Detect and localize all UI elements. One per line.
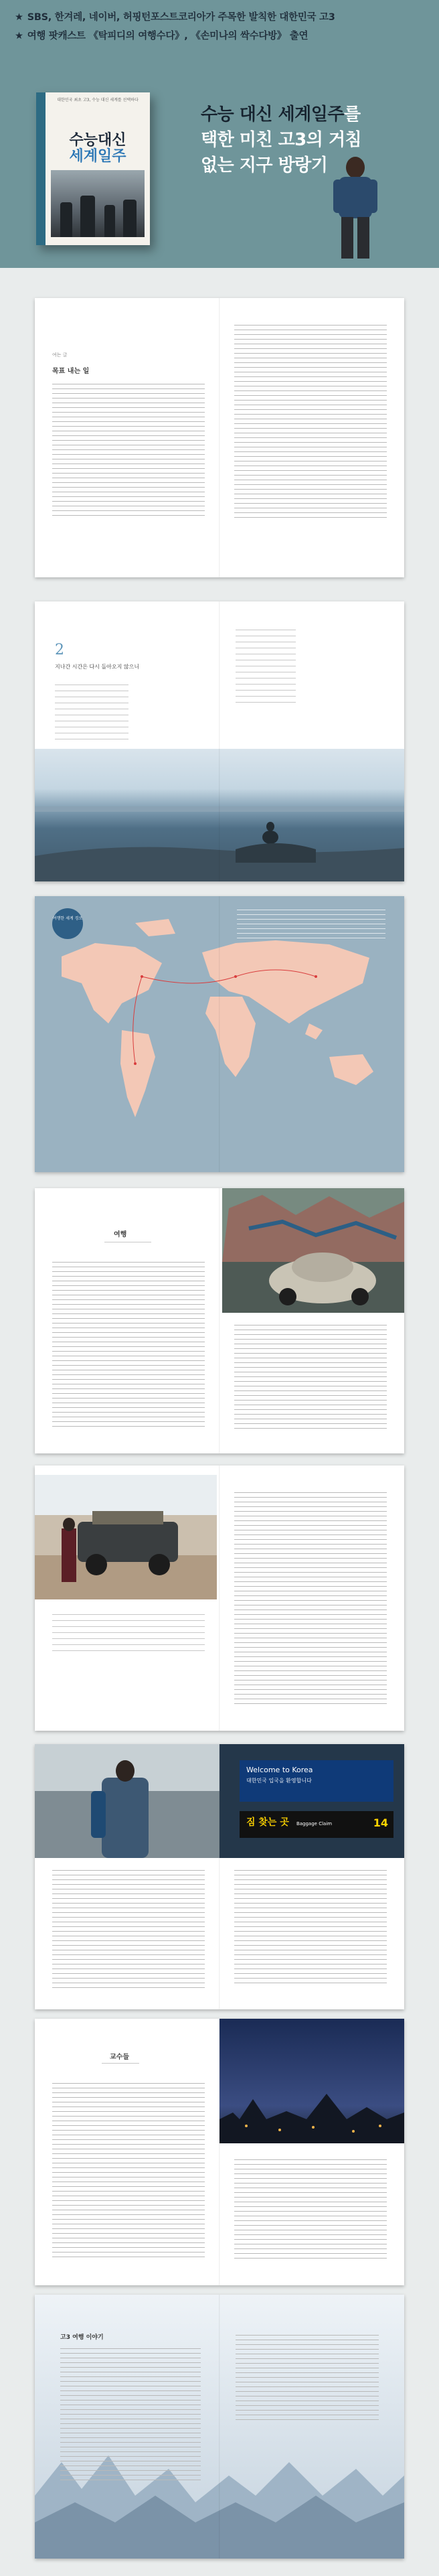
desert-photo (35, 1475, 217, 1599)
airport-backpacker-scene (35, 1744, 220, 1858)
page-spread-map (35, 896, 404, 1172)
body-text-left (52, 384, 205, 518)
star-icon: ★ (15, 31, 23, 42)
page-spread-desert (35, 1465, 404, 1731)
ocean-photo (35, 749, 404, 881)
city-night-photo (220, 2019, 404, 2143)
world-map (35, 896, 404, 1172)
toc-right (236, 630, 296, 703)
page-heading: 여행 (114, 1231, 127, 1238)
page-spread-chapter (35, 601, 404, 881)
book-blurb: 대한민국 최초 고3, 수능 대신 세계를 선택하다 (57, 98, 139, 102)
page-heading: 교수들 (110, 2054, 129, 2061)
city-night-scene (220, 2019, 404, 2143)
graffiti-car-scene (222, 1188, 404, 1313)
book-cover-photo (51, 170, 145, 237)
welcome-sign: Welcome to Korea 대한민국 입국을 환영합니다 (240, 1760, 393, 1802)
page-heading: 목표 내는 일 (52, 368, 90, 375)
airport-photo-left (35, 1744, 220, 1858)
page-spread-travel (35, 1188, 404, 1453)
headline: 수능 대신 세계일주를 택한 미친 고3의 거침 없는 지구 방랑기 (201, 104, 362, 175)
body-text-left (60, 2348, 201, 2482)
section-label: 여는 글 (52, 352, 68, 358)
promo-bullet-2: ★ 여행 팟캐스트 《탁피디의 여행수다》, 《손미나의 싹수다방》 출연 (15, 31, 309, 42)
body-text-right (236, 2335, 379, 2422)
page-heading: 고3 여행 이야기 (60, 2334, 104, 2341)
car-photo (222, 1188, 404, 1313)
baggage-sign: 짐 찾는 곳 Baggage Claim 14 (240, 1811, 393, 1838)
body-text-right (234, 1870, 387, 1984)
page-spread-intro (35, 298, 404, 577)
jeep-scene (35, 1475, 217, 1599)
body-text-right (234, 2159, 387, 2260)
page-spread-airport (35, 1744, 404, 2009)
body-text-right (234, 325, 387, 519)
page-spread-glacier (35, 2295, 404, 2559)
book-cover (36, 92, 150, 245)
chapter-number: 2 (55, 642, 64, 658)
book-spine (36, 92, 46, 245)
ocean-scene (35, 749, 404, 881)
body-text-left (52, 1262, 205, 1428)
promo-bullet-1: ★ SBS, 한겨레, 네이버, 허핑턴포스트코리아가 주목한 발칙한 대한민국 고3 (15, 12, 335, 23)
chapter-heading: 지나간 시간은 다시 돌아오지 않으니 (55, 664, 140, 670)
page-spread-gyosu (35, 2019, 404, 2285)
star-icon: ★ (15, 12, 23, 23)
airport-photo-right (220, 1744, 404, 1858)
author-photo (319, 153, 392, 260)
product-header (0, 0, 439, 268)
toc-left (55, 685, 128, 745)
body-text-right (234, 1492, 387, 1707)
photo-caption (52, 1614, 205, 1654)
body-text-right (234, 1325, 387, 1432)
book-title: 수능대신 세계일주 (69, 132, 126, 165)
body-text-left (52, 1870, 205, 1989)
body-text-left (52, 2083, 205, 2257)
route-badge: 여행한 세계 경로 (52, 908, 83, 939)
